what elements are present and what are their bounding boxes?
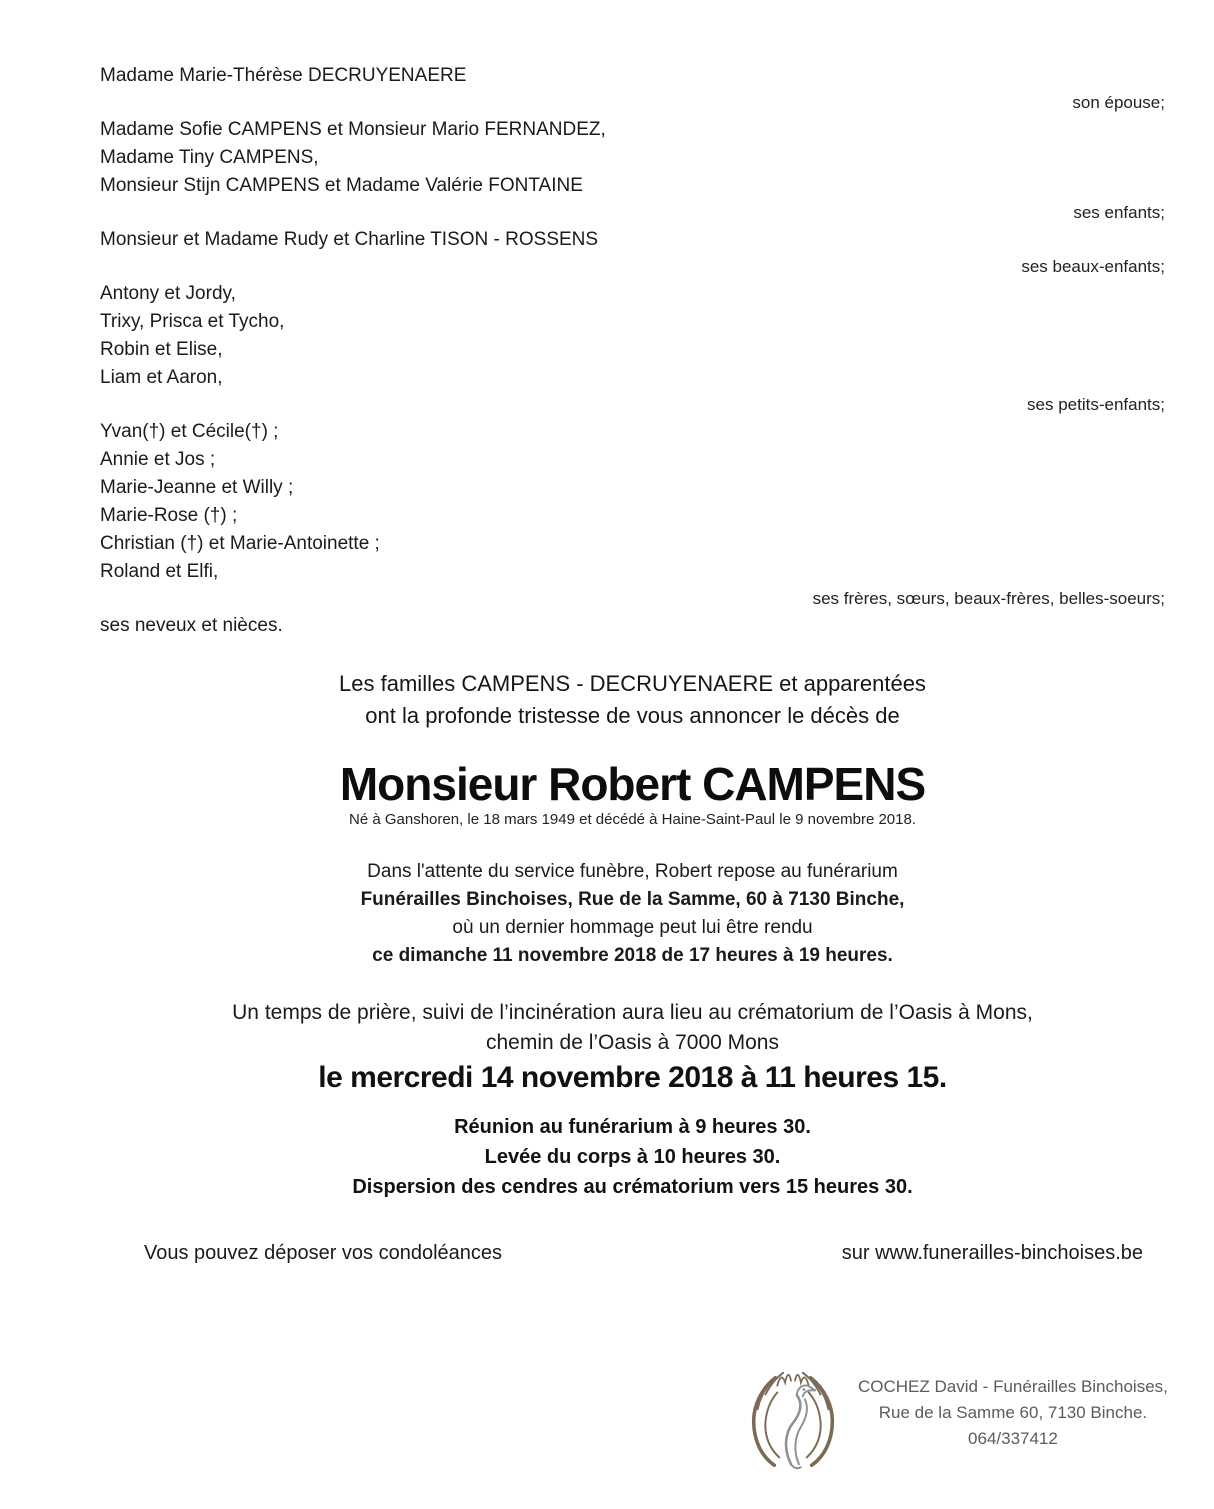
funeral-home-address-line: Funérailles Binchoises, Rue de la Samme, 60 à 7130 Binche, [360,889,905,910]
mourner-line: Roland et Elfi, [100,561,219,582]
repose-line: où un dernier hommage peut lui être rendu [452,917,813,938]
mourner-group [100,418,1165,612]
mourner-line: Madame Tiny CAMPENS, [100,147,319,168]
birth-death-line: Né à Ganshoren, le 18 mars 1949 et décédé à Haine-Saint-Paul le 9 novembre 2018. [348,811,917,828]
condolences-text: Vous pouvez déposer vos condoléances [144,1242,503,1264]
ceremony-date-line: le mercredi 14 novembre 2018 à 11 heures 15. [318,1061,947,1094]
mourner-line: Monsieur et Madame Rudy et Charline TISON - ROSSENS [100,229,599,250]
mourner-line: Yvan(†) et Cécile(†) ; [100,421,279,442]
schedule-line: Réunion au funérarium à 9 heures 30. [454,1116,811,1138]
ceremony-section [100,998,1165,1098]
visitation-time-line: ce dimanche 11 novembre 2018 de 17 heures à 19 heures. [372,945,893,966]
funeral-home-info [858,1362,1168,1452]
mourner-line: Monsieur Stijn CAMPENS et Madame Valérie FONTAINE [100,175,583,196]
mourner-group [100,116,1165,226]
mourner-line: Robin et Elise, [100,339,223,360]
schedule-line: Dispersion des cendres au crématorium vers 15 heures 30. [352,1176,913,1198]
relation-label: ses frères, sœurs, beaux-frères, belles-soeurs; [812,589,1165,608]
condolences-website: sur www.funerailles-binchoises.be [841,1242,1143,1264]
funeral-home-footer [742,1362,1168,1480]
condolences-row [100,1238,1165,1268]
mourner-line: Madame Marie-Thérèse DECRUYENAERE [100,65,467,86]
mourners-section [100,62,1165,640]
announcement-section [100,668,1165,732]
mourner-group [100,62,1165,116]
ceremony-line: Un temps de prière, suivi de l’incinération aura lieu au crématorium de l’Oasis à Mons, [232,1001,1033,1024]
schedule-section [100,1112,1165,1202]
funeral-home-phone: 064/337412 [968,1429,1058,1448]
mourner-line: Madame Sofie CAMPENS et Monsieur Mario FERNANDEZ, [100,119,606,140]
mourner-line: Annie et Jos ; [100,449,216,470]
mourner-group [100,280,1165,418]
deceased-section [100,758,1165,830]
schedule-line: Levée du corps à 10 heures 30. [484,1146,781,1168]
announcement-line: Les familles CAMPENS - DECRUYENAERE et apparentées [339,671,926,696]
mourner-group [100,226,1165,280]
repose-section [100,858,1165,970]
relation-label: ses beaux-enfants; [1021,257,1165,276]
mourner-line: Antony et Jordy, [100,283,236,304]
repose-line: Dans l'attente du service funèbre, Robert repose au funérarium [367,861,898,882]
ceremony-line: chemin de l’Oasis à 7000 Mons [486,1031,779,1054]
relation-label: ses enfants; [1073,203,1165,222]
funeral-home-name-line: COCHEZ David - Funérailles Binchoises, [858,1377,1168,1396]
funeral-home-address: Rue de la Samme 60, 7130 Binche. [878,1403,1148,1422]
announcement-line: ont la profonde tristesse de vous annoncer le décès de [365,703,900,728]
relation-label: son épouse; [1072,93,1165,112]
relation-label: ses petits-enfants; [1027,395,1165,414]
mourner-line: Marie-Rose (†) ; [100,505,238,526]
mourners-closing-line: ses neveux et nièces. [100,615,283,636]
mourner-line: Christian (†) et Marie-Antoinette ; [100,533,380,554]
deceased-name: Monsieur Robert CAMPENS [339,758,926,810]
mourner-line: Marie-Jeanne et Willy ; [100,477,294,498]
phoenix-logo-icon [742,1362,844,1480]
mourner-line: Liam et Aaron, [100,367,223,388]
mourner-line: Trixy, Prisca et Tycho, [100,311,285,332]
